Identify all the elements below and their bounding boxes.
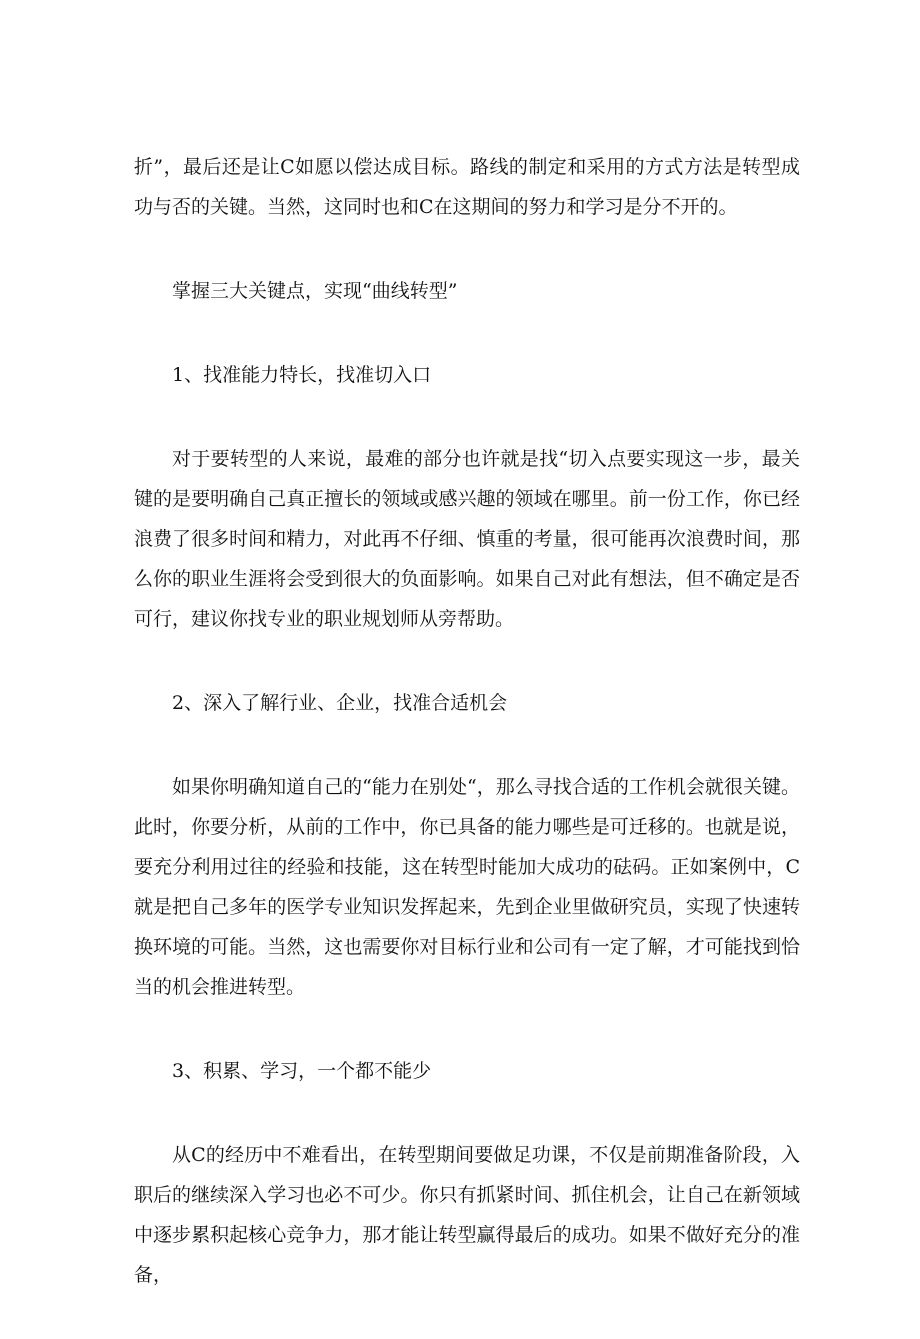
subheading-3: 3、积累、学习，一个都不能少 (172, 1060, 432, 1082)
section-heading: 掌握三大关键点，实现“曲线转型” (172, 280, 458, 302)
paragraph-continuation: 折”，最后还是让C如愿以偿达成目标。路线的制定和采用的方式方法是转型成功与否的关键。当然，这同时也和C在这期间的努力和学习是分不开的。 (134, 156, 800, 218)
paragraph-2: 如果你明确知道自己的“能力在别处“，那么寻找合适的工作机会就很关键。此时，你要分析，从前的工作中，你已具备的能力哪些是可迁移的。也就是说，要充分利用过往的经验和技能，这在转型时能加大成功的砝码。正如案例中，C就是把自己多年的医学专业知识发挥起来，先到企业里做研究员，实现了快速转换环境的可能。当然，这也需要你对目标行业和公司有一定了解，才可能找到恰当的机会推进转型。 (134, 776, 800, 998)
paragraph-3: 从C的经历中不难看出，在转型期间要做足功课，不仅是前期准备阶段，入职后的继续深入学习也必不可少。你只有抓紧时间、抓住机会，让自己在新领域中逐步累积起核心竞争力，那才能让转型赢得最后的成功。如果不做好充分的准备， (134, 1144, 800, 1286)
paragraph-1: 对于要转型的人来说，最难的部分也许就是找“切入点要实现这一步，最关键的是要明确自己真正擅长的领域或感兴趣的领域在哪里。前一份工作，你已经浪费了很多时间和精力，对此再不仔细、慎重的考量，很可能再次浪费时间，那么你的职业生涯将会受到很大的负面影响。如果自己对此有想法，但不确定是否可行，建议你找专业的职业规划师从旁帮助。 (134, 448, 800, 630)
subheading-1: 1、找准能力特长，找准切入口 (172, 364, 432, 386)
document-body (134, 147, 800, 1339)
subheading-2: 2、深入了解行业、企业，找准合适机会 (172, 692, 508, 714)
